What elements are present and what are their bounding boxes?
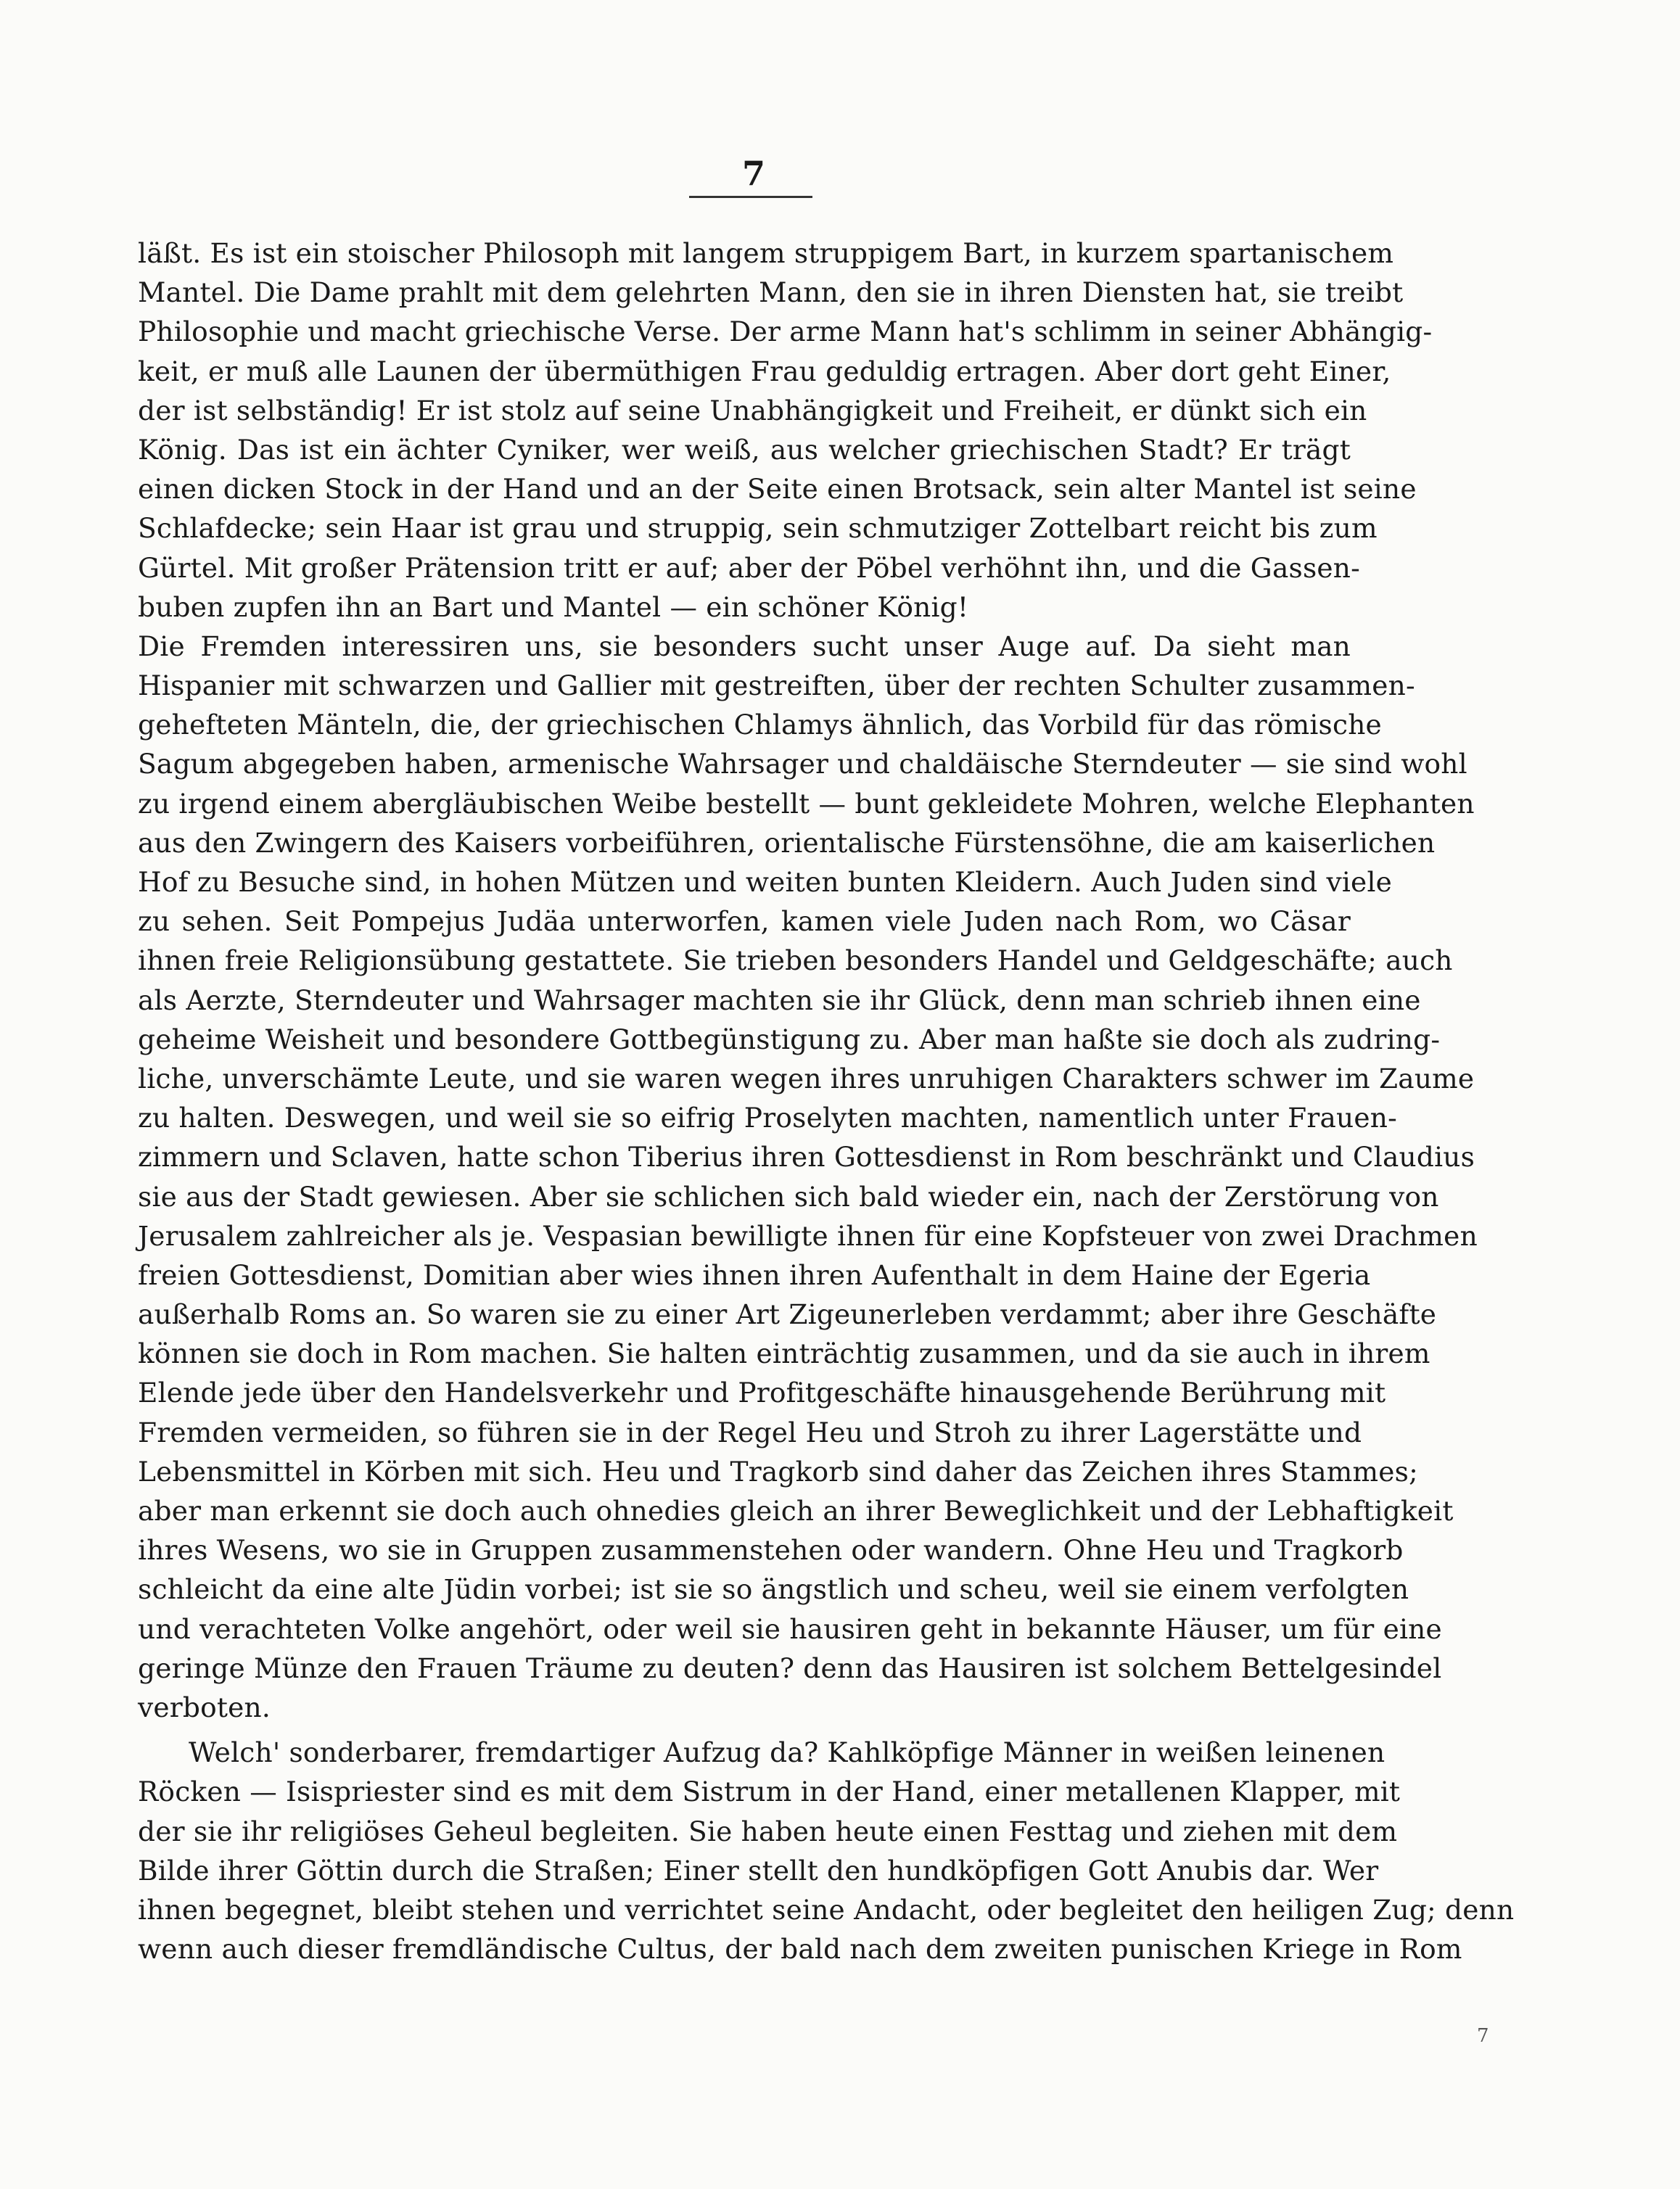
text-line: Fremden vermeiden, so führen sie in der Regel Heu und Stroh zu ihrer Lagerstätte und bbox=[138, 1416, 1362, 1448]
text-line: keit, er muß alle Launen der übermüthigen Frau geduldig ertragen. Aber dort geht Einer, bbox=[138, 355, 1391, 387]
text-line: ihnen freie Religionsübung gestattete. Sie trieben besonders Handel und Geldgeschäfte; auch bbox=[138, 944, 1453, 977]
text-line: läßt. Es ist ein stoischer Philosoph mit langem struppigem Bart, in kurzem spartanischem bbox=[138, 237, 1394, 269]
text-line: Hispanier mit schwarzen und Gallier mit gestreiften, über der rechten Schulter zusammen- bbox=[138, 669, 1415, 702]
margin-mark: 7 bbox=[1477, 2025, 1489, 2047]
text-line: ihnen begegnet, bleibt stehen und verrichtet seine Andacht, oder begleitet den heiligen Zug; denn bbox=[138, 1893, 1515, 1926]
text-line: Welch' sonderbarer, fremdartiger Aufzug da? Kahlköpfige Männer in weißen leinenen bbox=[189, 1736, 1385, 1769]
text-line: zu irgend einem abergläubischen Weibe bestellt — bunt gekleidete Mohren, welche Elephanten bbox=[138, 787, 1475, 820]
text-line: als Aerzte, Sterndeuter und Wahrsager machten sie ihr Glück, denn man schrieb ihnen eine bbox=[138, 984, 1421, 1016]
text-line: Die Fremden interessiren uns, sie besonders sucht unser Auge auf. Da sieht man bbox=[138, 630, 1351, 662]
text-line: buben zupfen ihn an Bart und Mantel — ein schöner König! bbox=[138, 590, 969, 623]
paragraph-gap bbox=[138, 1727, 1351, 1733]
text-line: ihres Wesens, wo sie in Gruppen zusammenstehen oder wandern. Ohne Heu und Tragkorb bbox=[138, 1534, 1404, 1567]
text-line: wenn auch dieser fremdländische Cultus, der bald nach dem zweiten punischen Kriege in Rom bbox=[138, 1933, 1462, 1966]
paragraph bbox=[138, 234, 1478, 1727]
text-line: aber man erkennt sie doch auch ohnedies gleich an ihrer Beweglichkeit und der Lebhaftigkeit bbox=[138, 1495, 1454, 1527]
body-text bbox=[138, 234, 1515, 1969]
page-number: 7 bbox=[741, 154, 767, 193]
text-line: Jerusalem zahlreicher als je. Vespasian bewilligte ihnen für eine Kopfsteuer von zwei Drachmen bbox=[138, 1219, 1478, 1252]
text-line: der ist selbständig! Er ist stolz auf seine Unabhängigkeit und Freiheit, er dünkt sich ein bbox=[138, 394, 1367, 426]
text-line: der sie ihr religiöses Geheul begleiten. Sie haben heute einen Festtag und ziehen mit dem bbox=[138, 1815, 1398, 1847]
text-line: gehefteten Mänteln, die, der griechischen Chlamys ähnlich, das Vorbild für das römische bbox=[138, 709, 1382, 741]
text-line: verboten. bbox=[138, 1691, 271, 1723]
text-line: können sie doch in Rom machen. Sie halten einträchtig zusammen, und da sie auch in ihrem bbox=[138, 1337, 1430, 1370]
text-line: freien Gottesdienst, Domitian aber wies ihnen ihren Aufenthalt in dem Haine der Egeria bbox=[138, 1258, 1371, 1291]
text-line: und verachteten Volke angehört, oder weil sie hausiren geht in bekannte Häuser, um für eine bbox=[138, 1612, 1442, 1645]
text-line: geringe Münze den Frauen Träume zu deuten? denn das Hausiren ist solchem Bettelgesindel bbox=[138, 1652, 1442, 1684]
text-line: Gürtel. Mit großer Prätension tritt er auf; aber der Pöbel verhöhnt ihn, und die Gassen- bbox=[138, 551, 1361, 584]
text-line: zu sehen. Seit Pompejus Judäa unterworfen, kamen viele Juden nach Rom, wo Cäsar bbox=[138, 905, 1351, 938]
text-line: König. Das ist ein ächter Cyniker, wer weiß, aus welcher griechischen Stadt? Er trägt bbox=[138, 433, 1351, 466]
text-line: Elende jede über den Handelsverkehr und Profitgeschäfte hinausgehende Berührung mit bbox=[138, 1377, 1386, 1409]
text-line: Röcken — Isispriester sind es mit dem Sistrum in der Hand, einer metallenen Klapper, mit bbox=[138, 1776, 1401, 1808]
text-line: Sagum abgegeben haben, armenische Wahrsager und chaldäische Sterndeuter — sie sind wohl bbox=[138, 748, 1467, 780]
paragraph bbox=[138, 1733, 1515, 1969]
text-line: Mantel. Die Dame prahlt mit dem gelehrten Mann, den sie in ihren Diensten hat, sie treibt bbox=[138, 276, 1404, 309]
text-line: Schlafdecke; sein Haar ist grau und struppig, sein schmutziger Zottelbart reicht bis zum bbox=[138, 512, 1378, 545]
text-line: aus den Zwingern des Kaisers vorbeiführen, orientalische Fürstensöhne, die am kaiserlichen bbox=[138, 826, 1436, 859]
text-line: Philosophie und macht griechische Verse. Der arme Mann hat's schlimm in seiner Abhängig- bbox=[138, 316, 1433, 348]
text-line: einen dicken Stock in der Hand und an der Seite einen Brotsack, sein alter Mantel ist seine bbox=[138, 473, 1417, 506]
text-line: außerhalb Roms an. So waren sie zu einer Art Zigeunerleben verdammt; aber ihre Geschäfte bbox=[138, 1298, 1437, 1331]
text-line: Hof zu Besuche sind, in hohen Mützen und weiten bunten Kleidern. Auch Juden sind viele bbox=[138, 866, 1393, 898]
text-line: zimmern und Sclaven, hatte schon Tiberius ihren Gottesdienst in Rom beschränkt und Claudius bbox=[138, 1141, 1475, 1174]
text-line: Bilde ihrer Göttin durch die Straßen; Einer stellt den hundköpfigen Gott Anubis dar. Wer bbox=[138, 1854, 1379, 1887]
text-line: zu halten. Deswegen, und weil sie so eifrig Proselyten machten, namentlich unter Frauen- bbox=[138, 1102, 1398, 1134]
text-line: schleicht da eine alte Jüdin vorbei; ist sie so ängstlich und scheu, weil sie einem verfolgten bbox=[138, 1573, 1409, 1606]
text-line: Lebensmittel in Körben mit sich. Heu und Tragkorb sind daher das Zeichen ihres Stammes; bbox=[138, 1455, 1418, 1488]
text-line: geheime Weisheit und besondere Gottbegünstigung zu. Aber man haßte sie doch als zudring- bbox=[138, 1023, 1441, 1055]
page-number-rule bbox=[689, 196, 812, 198]
text-line: liche, unverschämte Leute, und sie waren wegen ihres unruhigen Charakters schwer im Zaume bbox=[138, 1062, 1475, 1094]
text-line: sie aus der Stadt gewiesen. Aber sie schlichen sich bald wieder ein, nach der Zerstörung von bbox=[138, 1180, 1439, 1213]
